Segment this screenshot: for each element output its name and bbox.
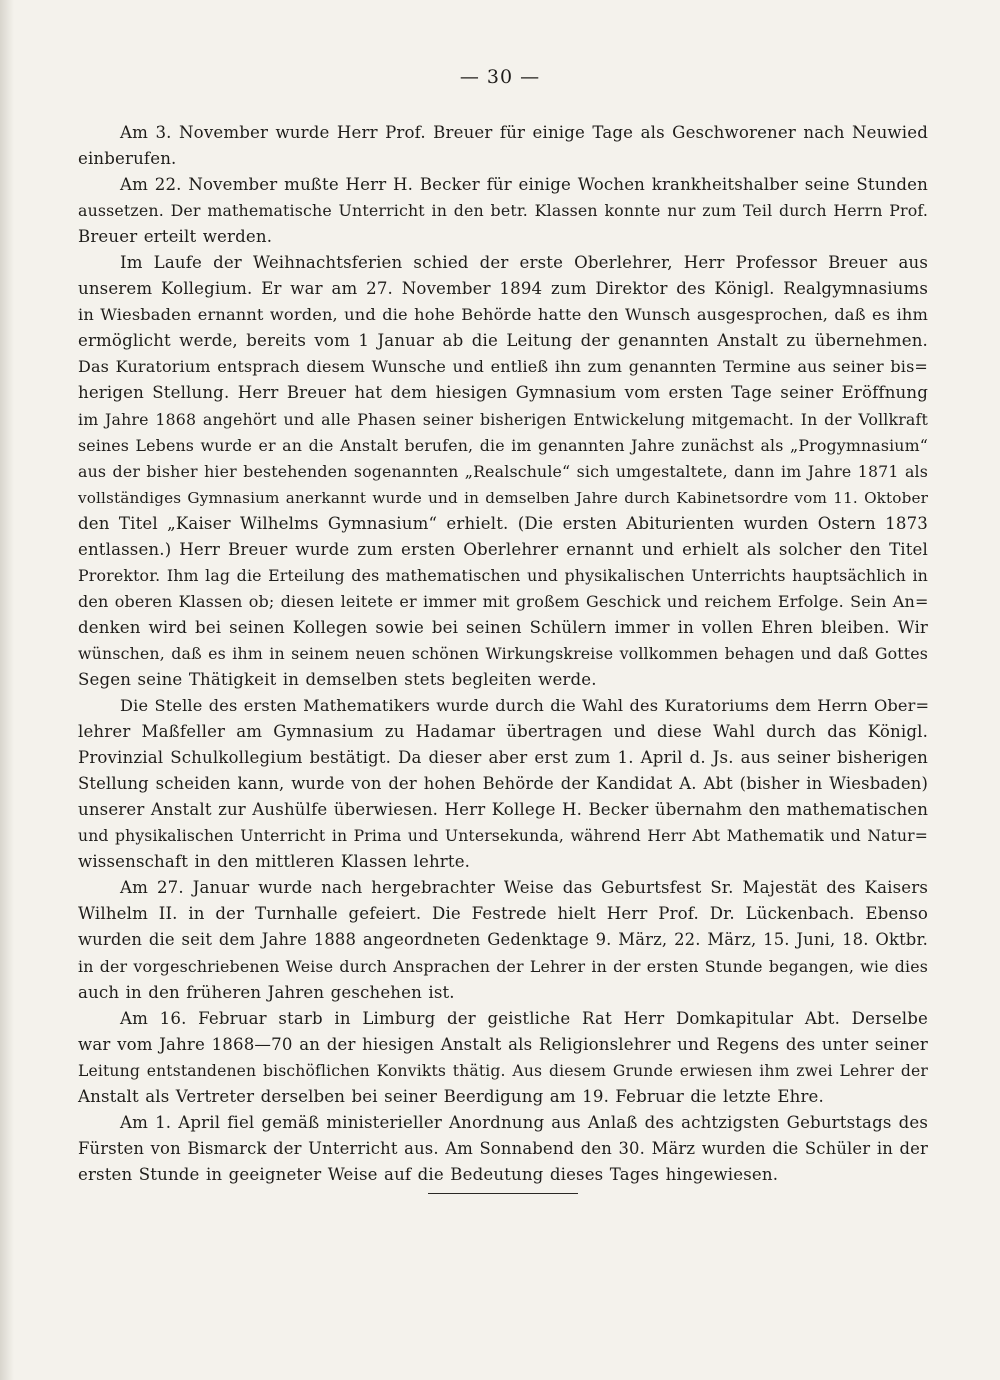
text-line: Das Kuratorium entsprach diesem Wunsche und entließ ihn zum genannten Termine aus seiner bis= [78,357,928,377]
section-separator-rule [428,1193,578,1194]
text-line: ersten Stunde in geeigneter Weise auf die Bedeutung dieses Tages hingewiesen. [78,1164,779,1184]
text-line: ermöglicht werde, bereits vom 1 Januar ab die Leitung der genannten Anstalt zu übernehmen. [78,331,928,351]
text-line: Leitung entstandenen bischöflichen Konvikts thätig. Aus diesem Grunde erwiesen ihm zwei Lehrer der [78,1061,928,1080]
text-line: Wilhelm II. in der Turnhalle gefeiert. Die Festrede hielt Herr Prof. Dr. Lückenbach. Ebenso [78,904,928,924]
text-line: aussetzen. Der mathematische Unterricht in den betr. Klassen konnte nur zum Teil durch Herrn Prof. [78,201,928,221]
text-line: in Wiesbaden ernannt worden, und die hohe Behörde hatte den Wunsch ausgesprochen, daß es ihm [78,305,928,325]
text-line: unserem Kollegium. Er war am 27. November 1894 zum Direktor des Königl. Realgymnasiums [78,279,928,299]
text-line: Segen seine Thätigkeit in demselben stets begleiten werde. [78,669,597,689]
page-edge-shadow [0,0,14,1380]
text-line: Die Stelle des ersten Mathematikers wurde durch die Wahl des Kuratoriums dem Herrn Ober= [120,696,930,716]
text-line: Breuer erteilt werden. [78,227,273,247]
text-line: Am 22. November mußte Herr H. Becker für einige Wochen krankheitshalber seine Stunden [120,175,928,195]
text-line: den oberen Klassen ob; diesen leitete er immer mit großem Geschick und reichem Erfolge. Sein An= [78,591,929,611]
text-line: Am 3. November wurde Herr Prof. Breuer für einige Tage als Geschworener nach Neuwied [120,123,928,142]
text-line: Am 16. Februar starb in Limburg der geistliche Rat Herr Domkapitular Abt. Derselbe [120,1008,928,1028]
text-line: seines Lebens wurde er an die Anstalt berufen, die im genannten Jahre zunächst als „Progymnasium“ [78,435,928,455]
text-line: wurden die seit dem Jahre 1888 angeordneten Gedenktage 9. März, 22. März, 15. Juni, 18. Oktbr. [78,930,928,950]
text-line: entlassen.) Herr Breuer wurde zum ersten Oberlehrer ernannt und erhielt als solcher den Titel [78,539,928,559]
text-line: unserer Anstalt zur Aushülfe überwiesen. Herr Kollege H. Becker übernahm den mathematischen [78,800,929,820]
text-line: Im Laufe der Weihnachtsferien schied der erste Oberlehrer, Herr Professor Breuer aus [120,253,928,273]
text-line: Fürsten von Bismarck der Unterricht aus. Am Sonnabend den 30. März wurden die Schüler in der [78,1138,928,1158]
text-line: Am 1. April fiel gemäß ministerieller Anordnung aus Anlaß des achtzigsten Geburtstags des [120,1112,928,1132]
text-line: denken wird bei seinen Kollegen sowie bei seinen Schülern immer in vollen Ehren bleiben. Wir [78,617,928,637]
text-line: wissenschaft in den mittleren Klassen lehrte. [78,852,471,872]
text-line: herigen Stellung. Herr Breuer hat dem hiesigen Gymnasium vom ersten Tage seiner Eröffnung [78,383,928,403]
text-line: den Titel „Kaiser Wilhelms Gymnasium“ erhielt. (Die ersten Abiturienten wurden Ostern 1873 [78,513,928,533]
text-line: aus der bisher hier bestehenden sogenannten „Realschule“ sich umgestaltete, dann im Jahre 1871 als [78,461,928,481]
text-line: Prorektor. Ihm lag die Erteilung des mathematischen und physikalischen Unterrichts hauptsächlich in [78,565,928,585]
text-line: wünschen, daß es ihm in seinem neuen schönen Wirkungskreise vollkommen behagen und daß Gottes [78,643,928,663]
text-line: Provinzial Schulkollegium bestätigt. Da dieser aber erst zum 1. April d. Js. aus seiner bisherigen [78,748,928,768]
text-line: und physikalischen Unterricht in Prima und Untersekunda, während Herr Abt Mathematik und Natur= [78,827,928,846]
text-line: Stellung scheiden kann, wurde von der hohen Behörde der Kandidat A. Abt (bisher in Wiesbaden) [78,774,928,794]
text-line: vollständiges Gymnasium anerkannt wurde und in demselben Jahre durch Kabinetsordre vom 11. Oktober [78,488,928,507]
text-line: Anstalt als Vertreter derselben bei seiner Beerdigung am 19. Februar die letzte Ehre. [78,1086,824,1106]
text-line: auch in den früheren Jahren geschehen ist. [78,982,455,1002]
body-text [78,120,928,1188]
text-line: in der vorgeschriebenen Weise durch Ansprachen der Lehrer in der ersten Stunde begangen, wie dies [78,956,928,976]
text-line: war vom Jahre 1868—70 an der hiesigen Anstalt als Religionslehrer und Regens des unter seiner [78,1034,928,1054]
text-line: lehrer Maßfeller am Gymnasium zu Hadamar übertragen und diese Wahl durch das Königl. [78,722,928,742]
text-line: einberufen. [78,149,177,169]
text-line: Am 27. Januar wurde nach hergebrachter Weise das Geburtsfest Sr. Majestät des Kaisers [120,878,928,898]
text-line: im Jahre 1868 angehört und alle Phasen seiner bisherigen Entwickelung mitgemacht. In der Vollkraft [78,409,928,429]
page-number: — 30 — [459,66,541,88]
